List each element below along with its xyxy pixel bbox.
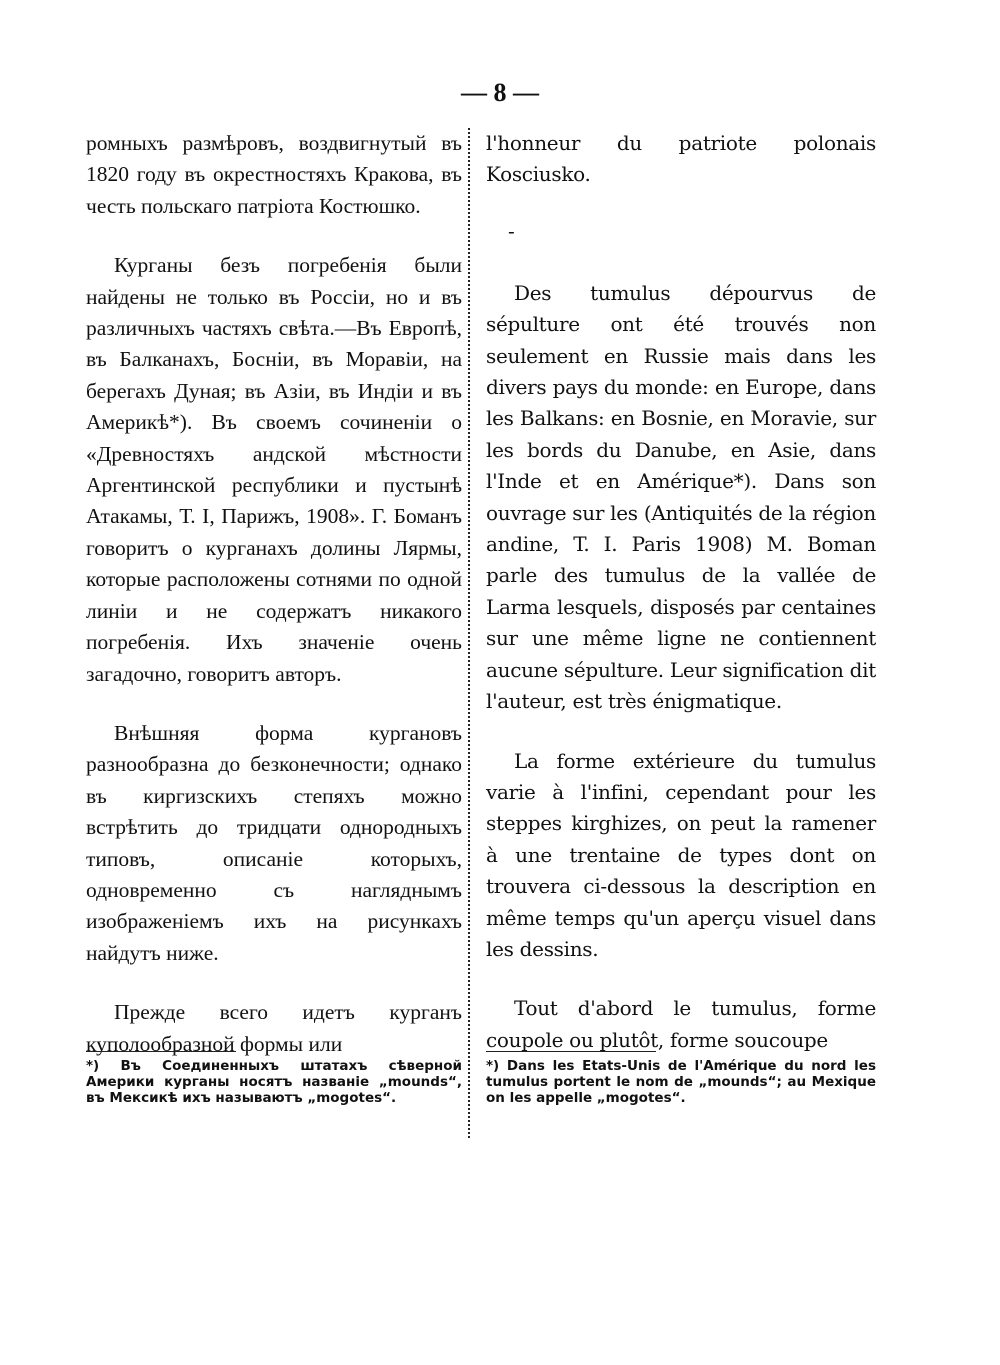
- french-column: [486, 128, 876, 1084]
- fr-paragraph-4: Tout d'abord le tumulus, forme coupole ou plutôt, forme soucoupe: [486, 996, 876, 1052]
- ru-footnote: *) Въ Соединенныхъ штатахъ сѣверной Америки курганы носятъ названіе „mounds“, въ Мексикѣ ихъ называютъ „mogotes“.: [86, 1058, 462, 1106]
- ru-paragraph-2: Курганы безъ погребенія были найдены не только въ Россіи, но и въ различныхъ частяхъ свѣта.—Въ Европѣ, въ Балканахъ, Босніи, въ Моравіи, на берегахъ Дуная; въ Азіи, въ Индіи и въ Америкѣ*). Въ своемъ сочиненіи о «Древностяхъ андской мѣстности Аргентинской республики и пустынѣ Атакамы, Т. I, Парижъ, 1908». Г. Боманъ говоритъ о курганахъ долины Лярмы, которые расположены сотнями по одной линіи и не содержатъ никакого погребенія. Ихъ значеніе очень загадочно, говоритъ авторъ.: [86, 253, 462, 686]
- fr-paragraph-1: l'honneur du patriote polonais Kosciusko.: [486, 131, 876, 187]
- fr-footnote: *) Dans les Etats-Unis de l'Amérique du nord les tumulus portent le nom de „mounds“; au Mexique on les appelle „mogotes“.: [486, 1058, 876, 1106]
- ru-paragraph-4: Прежде всего идетъ курганъ куполообразной формы или: [86, 1000, 462, 1056]
- russian-column: [86, 128, 462, 1088]
- column-divider: [468, 128, 470, 1138]
- fr-paragraph-3: La forme extérieure du tumulus varie à l'infini, cependant pour les steppes kirghizes, on peut la ramener à une trentaine de types dont on trouvera ci-dessous la description en même temps qu'un aperçu visuel dans les dessins.: [486, 748, 876, 961]
- fr-paragraph-2: Des tumulus dépourvus de sépulture ont été trouvés non seulement en Russie mais dans les divers pays du monde: en Europe, dans les Balkans: en Bosnie, en Moravie, sur les bords du Danube, en Asie, dans l'Inde et en Amérique*). Dans son ouvrage sur les (Antiquités de la région andine, T. I. Paris 1908) M. Boman parle des tumulus de la vallée de Larma lesquels, disposés par centaines sur une même ligne ne contiennent aucune sépulture. Leur signification dit l'auteur, est très énigmatique.: [486, 280, 876, 714]
- footnote-rule-left: [86, 1051, 236, 1052]
- ru-paragraph-3: Внѣшняя форма кургановъ разнообразна до безконечности; однако въ киргизскихъ степяхъ можно встрѣтить до тридцати однородныхъ типовъ, описаніе которыхъ, одновременно съ нагляднымъ изображеніемъ ихъ на рисункахъ найдутъ ниже.: [86, 720, 462, 965]
- footnote-rule-right: [486, 1051, 656, 1052]
- page-number: — 8 —: [461, 78, 539, 107]
- ru-paragraph-1: ромныхъ размѣровъ, воздвигнутый въ 1820 году въ окрестностяхъ Кракова, въ честь польскаго патріота Костюшко.: [86, 131, 462, 218]
- stray-dash: -: [508, 218, 515, 243]
